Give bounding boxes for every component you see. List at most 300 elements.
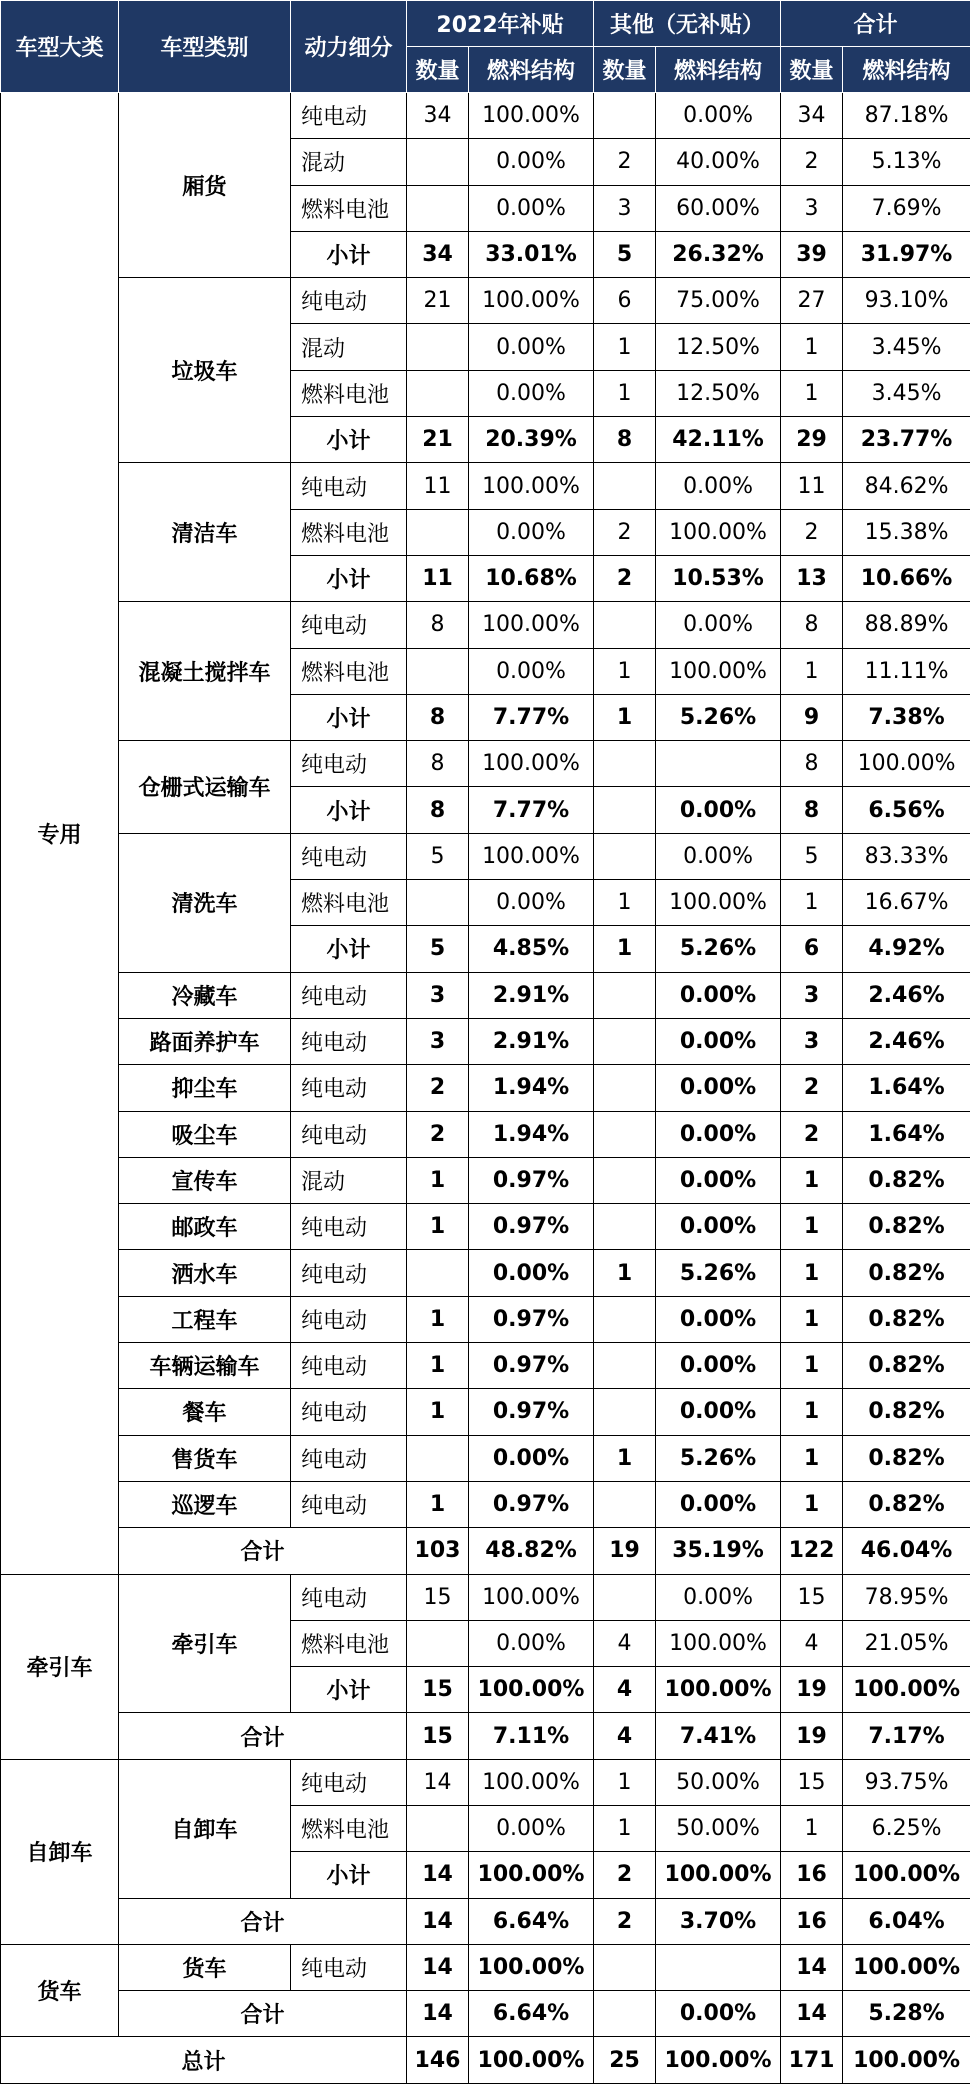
- subsidy-share-cell: 0.00%: [469, 324, 594, 370]
- category-total-label: 合计: [119, 1898, 407, 1944]
- total-share-cell: 31.97%: [843, 231, 970, 277]
- table-row: [1, 1250, 970, 1296]
- subsidy-share-cell: 100.00%: [469, 833, 594, 879]
- power-cell: 混动: [291, 139, 407, 185]
- power-cell: 混动: [291, 1157, 407, 1203]
- subsidy-count-cell: 8: [407, 602, 469, 648]
- subtotal-label: 小计: [291, 694, 407, 740]
- type-cell: 车辆运输车: [119, 1343, 291, 1389]
- subsidy-share-cell: 2.91%: [469, 1018, 594, 1064]
- total-count-cell: 6: [781, 926, 843, 972]
- subsidy-count-cell: [407, 648, 469, 694]
- total-count-cell: 1: [781, 648, 843, 694]
- power-cell: 燃料电池: [291, 1620, 407, 1666]
- subsidy-share-cell: 100.00%: [469, 1852, 594, 1898]
- subsidy-share-cell: 7.11%: [469, 1713, 594, 1759]
- other-share-cell: 5.26%: [656, 1435, 781, 1481]
- total-count-cell: 16: [781, 1898, 843, 1944]
- total-share-cell: 0.82%: [843, 1435, 970, 1481]
- other-share-cell: 35.19%: [656, 1528, 781, 1574]
- subsidy-share-cell: 0.00%: [469, 185, 594, 231]
- total-share-cell: 7.69%: [843, 185, 970, 231]
- header-group-total: 合计: [781, 1, 970, 47]
- header-count: 数量: [781, 47, 843, 93]
- total-count-cell: 1: [781, 1343, 843, 1389]
- subsidy-count-cell: 11: [407, 555, 469, 601]
- power-cell: 纯电动: [291, 1065, 407, 1111]
- header-share: 燃料结构: [656, 47, 781, 93]
- other-count-cell: [594, 93, 656, 139]
- category-total-label: 合计: [119, 1528, 407, 1574]
- subsidy-count-cell: 15: [407, 1574, 469, 1620]
- total-share-cell: 21.05%: [843, 1620, 970, 1666]
- type-cell: 吸尘车: [119, 1111, 291, 1157]
- other-count-cell: 2: [594, 555, 656, 601]
- table-row: [1, 1991, 970, 2037]
- subsidy-share-cell: 7.77%: [469, 787, 594, 833]
- subsidy-share-cell: 0.00%: [469, 370, 594, 416]
- table-row: [1, 463, 970, 509]
- type-cell: 牵引车: [119, 1574, 291, 1713]
- other-count-cell: 4: [594, 1667, 656, 1713]
- total-count-cell: 122: [781, 1528, 843, 1574]
- total-count-cell: 39: [781, 231, 843, 277]
- subtotal-label: 小计: [291, 417, 407, 463]
- subsidy-share-cell: 0.00%: [469, 648, 594, 694]
- other-count-cell: 5: [594, 231, 656, 277]
- total-count-cell: 8: [781, 787, 843, 833]
- power-cell: 纯电动: [291, 1574, 407, 1620]
- subsidy-count-cell: 21: [407, 278, 469, 324]
- header-group-other: 其他（无补贴）: [594, 1, 781, 47]
- table-row: [1, 1204, 970, 1250]
- other-share-cell: 0.00%: [656, 463, 781, 509]
- total-count-cell: 1: [781, 1296, 843, 1342]
- subsidy-share-cell: 100.00%: [469, 1759, 594, 1805]
- type-cell: 巡逻车: [119, 1481, 291, 1527]
- subsidy-count-cell: 11: [407, 463, 469, 509]
- subsidy-count-cell: 5: [407, 833, 469, 879]
- other-share-cell: 0.00%: [656, 1481, 781, 1527]
- other-share-cell: 5.26%: [656, 694, 781, 740]
- subsidy-count-cell: 146: [407, 2037, 469, 2083]
- other-count-cell: [594, 463, 656, 509]
- table-row: [1, 602, 970, 648]
- other-count-cell: 1: [594, 1805, 656, 1851]
- subsidy-count-cell: [407, 1620, 469, 1666]
- other-count-cell: [594, 1296, 656, 1342]
- subsidy-share-cell: 4.85%: [469, 926, 594, 972]
- total-share-cell: 3.45%: [843, 370, 970, 416]
- other-share-cell: 100.00%: [656, 1667, 781, 1713]
- other-share-cell: 0.00%: [656, 1018, 781, 1064]
- subsidy-share-cell: 0.97%: [469, 1343, 594, 1389]
- power-cell: 纯电动: [291, 1343, 407, 1389]
- total-count-cell: 15: [781, 1574, 843, 1620]
- other-count-cell: [594, 972, 656, 1018]
- header-count: 数量: [594, 47, 656, 93]
- total-share-cell: 2.46%: [843, 1018, 970, 1064]
- other-count-cell: [594, 1018, 656, 1064]
- total-count-cell: 1: [781, 1481, 843, 1527]
- power-cell: 纯电动: [291, 972, 407, 1018]
- total-share-cell: 1.64%: [843, 1065, 970, 1111]
- power-cell: 燃料电池: [291, 509, 407, 555]
- table-row: [1, 1528, 970, 1574]
- power-cell: 燃料电池: [291, 1805, 407, 1851]
- other-share-cell: 0.00%: [656, 1111, 781, 1157]
- total-count-cell: 3: [781, 972, 843, 1018]
- total-count-cell: 3: [781, 1018, 843, 1064]
- other-share-cell: 0.00%: [656, 1204, 781, 1250]
- power-cell: 纯电动: [291, 1250, 407, 1296]
- other-count-cell: [594, 1343, 656, 1389]
- total-count-cell: 2: [781, 1065, 843, 1111]
- other-share-cell: 0.00%: [656, 1389, 781, 1435]
- subsidy-share-cell: 0.00%: [469, 880, 594, 926]
- subsidy-count-cell: 103: [407, 1528, 469, 1574]
- total-share-cell: 4.92%: [843, 926, 970, 972]
- other-share-cell: 0.00%: [656, 1065, 781, 1111]
- type-cell: 抑尘车: [119, 1065, 291, 1111]
- total-count-cell: 9: [781, 694, 843, 740]
- subsidy-count-cell: 14: [407, 1991, 469, 2037]
- table-row: [1, 93, 970, 139]
- subsidy-share-cell: 100.00%: [469, 741, 594, 787]
- total-count-cell: 14: [781, 1991, 843, 2037]
- other-count-cell: [594, 1991, 656, 2037]
- total-share-cell: 84.62%: [843, 463, 970, 509]
- subsidy-share-cell: 1.94%: [469, 1111, 594, 1157]
- other-count-cell: [594, 1574, 656, 1620]
- total-count-cell: 2: [781, 1111, 843, 1157]
- power-cell: 燃料电池: [291, 370, 407, 416]
- total-count-cell: 11: [781, 463, 843, 509]
- total-count-cell: 2: [781, 509, 843, 555]
- other-share-cell: 50.00%: [656, 1759, 781, 1805]
- other-count-cell: [594, 1389, 656, 1435]
- table-row: [1, 1389, 970, 1435]
- category-cell: 自卸车: [1, 1759, 119, 1944]
- other-share-cell: 0.00%: [656, 972, 781, 1018]
- subsidy-count-cell: 1: [407, 1204, 469, 1250]
- subsidy-count-cell: 15: [407, 1667, 469, 1713]
- other-count-cell: [594, 787, 656, 833]
- power-cell: 纯电动: [291, 1759, 407, 1805]
- subtotal-label: 小计: [291, 1852, 407, 1898]
- other-count-cell: 1: [594, 1435, 656, 1481]
- total-count-cell: 1: [781, 1204, 843, 1250]
- subsidy-count-cell: 1: [407, 1389, 469, 1435]
- subsidy-count-cell: 14: [407, 1759, 469, 1805]
- other-share-cell: 100.00%: [656, 648, 781, 694]
- total-count-cell: 15: [781, 1759, 843, 1805]
- subsidy-share-cell: 48.82%: [469, 1528, 594, 1574]
- subtotal-label: 小计: [291, 555, 407, 601]
- other-count-cell: 1: [594, 1759, 656, 1805]
- subsidy-share-cell: 100.00%: [469, 463, 594, 509]
- subsidy-count-cell: 14: [407, 1944, 469, 1990]
- total-count-cell: 34: [781, 93, 843, 139]
- subsidy-share-cell: 2.91%: [469, 972, 594, 1018]
- other-share-cell: 3.70%: [656, 1898, 781, 1944]
- other-count-cell: 8: [594, 417, 656, 463]
- total-share-cell: 0.82%: [843, 1389, 970, 1435]
- subtotal-label: 小计: [291, 231, 407, 277]
- total-share-cell: 2.46%: [843, 972, 970, 1018]
- total-share-cell: 100.00%: [843, 1944, 970, 1990]
- power-cell: 纯电动: [291, 93, 407, 139]
- subsidy-share-cell: 100.00%: [469, 2037, 594, 2083]
- header-power: 动力细分: [291, 1, 407, 93]
- table-row: [1, 1481, 970, 1527]
- subsidy-count-cell: 34: [407, 231, 469, 277]
- type-cell: 仓栅式运输车: [119, 741, 291, 834]
- total-count-cell: 1: [781, 324, 843, 370]
- table-row: [1, 1435, 970, 1481]
- subsidy-share-cell: 100.00%: [469, 93, 594, 139]
- subsidy-count-cell: 8: [407, 787, 469, 833]
- total-share-cell: 0.82%: [843, 1157, 970, 1203]
- subsidy-count-cell: 8: [407, 741, 469, 787]
- power-cell: 纯电动: [291, 1111, 407, 1157]
- total-share-cell: 23.77%: [843, 417, 970, 463]
- total-count-cell: 1: [781, 1157, 843, 1203]
- other-share-cell: 0.00%: [656, 1296, 781, 1342]
- header-group-subsidy: 2022年补贴: [407, 1, 594, 47]
- other-share-cell: 7.41%: [656, 1713, 781, 1759]
- subsidy-share-cell: 0.00%: [469, 1620, 594, 1666]
- other-share-cell: 100.00%: [656, 2037, 781, 2083]
- subsidy-share-cell: 6.64%: [469, 1991, 594, 2037]
- subsidy-share-cell: 0.97%: [469, 1157, 594, 1203]
- subsidy-share-cell: 1.94%: [469, 1065, 594, 1111]
- other-count-cell: [594, 602, 656, 648]
- subsidy-share-cell: 20.39%: [469, 417, 594, 463]
- other-share-cell: 0.00%: [656, 1991, 781, 2037]
- other-share-cell: 26.32%: [656, 231, 781, 277]
- other-share-cell: 42.11%: [656, 417, 781, 463]
- other-share-cell: 0.00%: [656, 602, 781, 648]
- total-share-cell: 16.67%: [843, 880, 970, 926]
- type-cell: 路面养护车: [119, 1018, 291, 1064]
- other-share-cell: 0.00%: [656, 1574, 781, 1620]
- total-share-cell: 0.82%: [843, 1296, 970, 1342]
- subsidy-count-cell: 14: [407, 1852, 469, 1898]
- power-cell: 纯电动: [291, 1944, 407, 1990]
- category-cell: 牵引车: [1, 1574, 119, 1759]
- other-count-cell: [594, 1065, 656, 1111]
- other-share-cell: 5.26%: [656, 926, 781, 972]
- type-cell: 清洗车: [119, 833, 291, 972]
- other-count-cell: [594, 1481, 656, 1527]
- total-share-cell: 100.00%: [843, 2037, 970, 2083]
- other-share-cell: 100.00%: [656, 1852, 781, 1898]
- total-share-cell: 10.66%: [843, 555, 970, 601]
- total-count-cell: 1: [781, 1805, 843, 1851]
- type-cell: 自卸车: [119, 1759, 291, 1898]
- other-share-cell: 0.00%: [656, 1157, 781, 1203]
- total-count-cell: 27: [781, 278, 843, 324]
- power-cell: 纯电动: [291, 1435, 407, 1481]
- total-count-cell: 19: [781, 1667, 843, 1713]
- other-share-cell: 60.00%: [656, 185, 781, 231]
- other-share-cell: [656, 1944, 781, 1990]
- other-count-cell: [594, 1204, 656, 1250]
- subsidy-count-cell: 14: [407, 1898, 469, 1944]
- other-count-cell: [594, 1111, 656, 1157]
- type-cell: 餐车: [119, 1389, 291, 1435]
- subsidy-share-cell: 100.00%: [469, 1667, 594, 1713]
- table-row: [1, 1296, 970, 1342]
- total-share-cell: 7.17%: [843, 1713, 970, 1759]
- total-share-cell: 93.10%: [843, 278, 970, 324]
- subsidy-share-cell: 0.00%: [469, 1250, 594, 1296]
- subsidy-count-cell: [407, 324, 469, 370]
- table-row: [1, 2037, 970, 2083]
- other-share-cell: 0.00%: [656, 787, 781, 833]
- subsidy-share-cell: 0.00%: [469, 509, 594, 555]
- subsidy-count-cell: 1: [407, 1481, 469, 1527]
- subsidy-share-cell: 0.97%: [469, 1389, 594, 1435]
- total-share-cell: 11.11%: [843, 648, 970, 694]
- total-share-cell: 6.56%: [843, 787, 970, 833]
- other-share-cell: 10.53%: [656, 555, 781, 601]
- subsidy-count-cell: 3: [407, 1018, 469, 1064]
- other-share-cell: 0.00%: [656, 1343, 781, 1389]
- subsidy-count-cell: [407, 139, 469, 185]
- other-count-cell: 2: [594, 1898, 656, 1944]
- total-share-cell: 7.38%: [843, 694, 970, 740]
- subsidy-share-cell: 0.00%: [469, 139, 594, 185]
- subsidy-share-cell: 6.64%: [469, 1898, 594, 1944]
- subtotal-label: 小计: [291, 1667, 407, 1713]
- table-body: [1, 93, 970, 2084]
- type-cell: 售货车: [119, 1435, 291, 1481]
- power-cell: 混动: [291, 324, 407, 370]
- total-count-cell: 1: [781, 1250, 843, 1296]
- other-share-cell: 50.00%: [656, 1805, 781, 1851]
- table-row: [1, 278, 970, 324]
- total-count-cell: 1: [781, 370, 843, 416]
- header-count: 数量: [407, 47, 469, 93]
- power-cell: 燃料电池: [291, 185, 407, 231]
- total-share-cell: 0.82%: [843, 1481, 970, 1527]
- header-share: 燃料结构: [843, 47, 970, 93]
- total-count-cell: 1: [781, 1389, 843, 1435]
- subsidy-count-cell: 8: [407, 694, 469, 740]
- subsidy-count-cell: 1: [407, 1343, 469, 1389]
- subsidy-share-cell: 0.97%: [469, 1204, 594, 1250]
- subsidy-share-cell: 0.97%: [469, 1481, 594, 1527]
- other-share-cell: 12.50%: [656, 370, 781, 416]
- table-row: [1, 1065, 970, 1111]
- subsidy-count-cell: 34: [407, 93, 469, 139]
- total-count-cell: 14: [781, 1944, 843, 1990]
- subsidy-share-cell: 100.00%: [469, 278, 594, 324]
- other-count-cell: [594, 833, 656, 879]
- total-share-cell: 88.89%: [843, 602, 970, 648]
- subsidy-share-cell: 0.00%: [469, 1435, 594, 1481]
- other-count-cell: 6: [594, 278, 656, 324]
- subsidy-count-cell: [407, 1805, 469, 1851]
- power-cell: 纯电动: [291, 602, 407, 648]
- subsidy-share-cell: 7.77%: [469, 694, 594, 740]
- power-cell: 纯电动: [291, 1296, 407, 1342]
- subtotal-label: 小计: [291, 787, 407, 833]
- other-share-cell: 100.00%: [656, 880, 781, 926]
- type-cell: 清洁车: [119, 463, 291, 602]
- category-cell: 货车: [1, 1944, 119, 2037]
- total-share-cell: 100.00%: [843, 741, 970, 787]
- total-share-cell: 0.82%: [843, 1343, 970, 1389]
- total-count-cell: 13: [781, 555, 843, 601]
- other-count-cell: 2: [594, 139, 656, 185]
- header-category: 车型大类: [1, 1, 119, 93]
- type-cell: 洒水车: [119, 1250, 291, 1296]
- table-row: [1, 1343, 970, 1389]
- type-cell: 冷藏车: [119, 972, 291, 1018]
- table-row: [1, 833, 970, 879]
- header-share: 燃料结构: [469, 47, 594, 93]
- header-type: 车型类别: [119, 1, 291, 93]
- category-total-label: 合计: [119, 1713, 407, 1759]
- total-share-cell: 0.82%: [843, 1250, 970, 1296]
- type-cell: 工程车: [119, 1296, 291, 1342]
- other-count-cell: 3: [594, 185, 656, 231]
- table-row: [1, 972, 970, 1018]
- total-share-cell: 5.13%: [843, 139, 970, 185]
- other-count-cell: 2: [594, 1852, 656, 1898]
- total-share-cell: 93.75%: [843, 1759, 970, 1805]
- power-cell: 燃料电池: [291, 648, 407, 694]
- other-share-cell: 12.50%: [656, 324, 781, 370]
- type-cell: 厢货: [119, 93, 291, 278]
- subsidy-share-cell: 100.00%: [469, 1574, 594, 1620]
- other-count-cell: 1: [594, 370, 656, 416]
- total-count-cell: 19: [781, 1713, 843, 1759]
- category-total-label: 合计: [119, 1991, 407, 2037]
- other-count-cell: 25: [594, 2037, 656, 2083]
- subsidy-count-cell: 21: [407, 417, 469, 463]
- other-share-cell: [656, 741, 781, 787]
- subsidy-share-cell: 0.97%: [469, 1296, 594, 1342]
- total-count-cell: 1: [781, 1435, 843, 1481]
- power-cell: 纯电动: [291, 1481, 407, 1527]
- total-share-cell: 100.00%: [843, 1852, 970, 1898]
- total-share-cell: 83.33%: [843, 833, 970, 879]
- total-share-cell: 3.45%: [843, 324, 970, 370]
- total-share-cell: 6.25%: [843, 1805, 970, 1851]
- subsidy-share-cell: 100.00%: [469, 1944, 594, 1990]
- total-share-cell: 100.00%: [843, 1667, 970, 1713]
- power-cell: 纯电动: [291, 463, 407, 509]
- other-count-cell: 19: [594, 1528, 656, 1574]
- total-count-cell: 29: [781, 417, 843, 463]
- table-header: [1, 1, 970, 93]
- other-share-cell: 40.00%: [656, 139, 781, 185]
- total-count-cell: 2: [781, 139, 843, 185]
- category-cell: 专用: [1, 93, 119, 1575]
- table-row: [1, 1898, 970, 1944]
- total-share-cell: 5.28%: [843, 1991, 970, 2037]
- subsidy-count-cell: 2: [407, 1065, 469, 1111]
- subsidy-count-cell: [407, 185, 469, 231]
- subsidy-share-cell: 100.00%: [469, 602, 594, 648]
- other-count-cell: 2: [594, 509, 656, 555]
- type-cell: 垃圾车: [119, 278, 291, 463]
- subsidy-count-cell: 2: [407, 1111, 469, 1157]
